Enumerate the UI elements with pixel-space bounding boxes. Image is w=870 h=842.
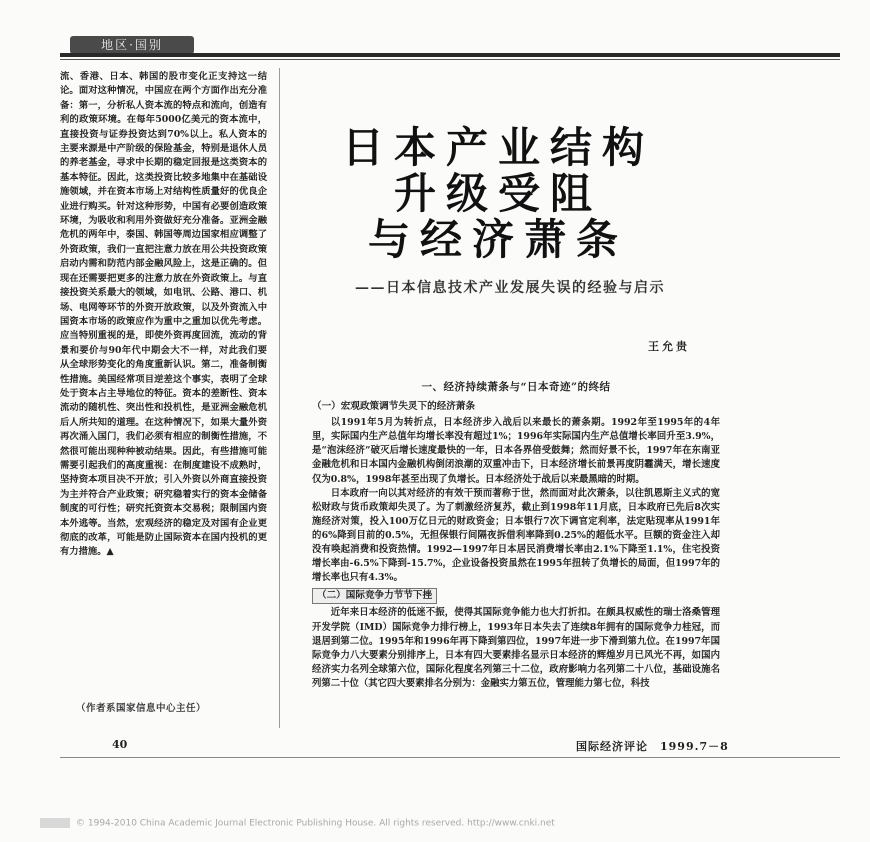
body-paragraph: 近年来日本经济的低迷不振，使得其国际竞争能力也大打折扣。在颇具权威性的瑞士洛桑管理开发学院（IMD）国际竞争力排行榜上，1993年日本失去了连续8年拥有的国际竞争力桂冠，而退居到第二位。1995年和1996年再下降到第四位，1997年进一步下滑到第九位。在1997年国际竞争力八大要素分别排序上，日本有四大要素排名显示日本经济的辉煌岁月已风光不再，如国内经济实力名列全球第六位，国际化程度名列第三十二位，政府影响力名列第二十八位，基础设施名列第二十位（其它四大要素排名分别为：金融实力第五位，管理能力第七位，科技 [312,607,720,689]
header-rule-thin [60,59,840,60]
section-tab: 地区·国别 [70,36,194,54]
copyright-notice [40,818,555,829]
cnki-logo-icon [40,818,70,828]
page-number: 40 [112,738,128,751]
article-body [312,380,720,691]
section-heading: 一、经济持续萧条与“日本奇迹”的终结 [421,381,611,393]
author-note: （作者系国家信息中心主任） [76,703,207,714]
left-column [60,70,267,560]
article-subtitle: ——日本信息技术产业发展失误的经验与启示 [355,280,665,296]
copyright-text: © 1994-2010 China Academic Journal Electronic Publishing House. All rights reserved. http://www.cnki.net [76,818,555,829]
title-line: 日本产业结构 [341,123,654,172]
title-line: 升级受阻 [393,169,602,218]
article-title [318,125,678,263]
footer-rule [60,757,840,758]
article-author: 王允贵 [648,340,690,353]
journal-info: 国际经济评论 1999.7－8 [576,740,729,753]
subsection-heading: （一）宏观政策调节失灵下的经济萧条 [312,401,476,413]
title-line: 与经济萧条 [367,215,628,264]
body-paragraph: 以1991年5月为转折点，日本经济步入战后以来最长的萧条期。1992年至1995年的4年里，实际国内生产总值年均增长率没有超过1%；1996年实际国内生产总值增长率回升至3.9%，是“泡沫经济”破灭后增长速度最快的一年，日本各界倍受鼓舞；然而好景不长，1997年在东南亚金融危机和日本国内金融机构倒闭浪潮的双重冲击下，日本经济增长前景再度阴霾满天，增长速度仅为0.8%，1998年甚至出现了负增长。日本经济处于战后以来最黑暗的时期。 [312,417,720,485]
body-paragraph: 日本政府一向以其对经济的有效干预而著称于世，然而面对此次萧条，以往凯恩斯主义式的宽松财政与货币政策却失灵了。为了刺激经济复苏，截止到1998年11月底，日本政府已先后8次实施经济对策，投入100万亿日元的财政资金；日本银行7次下调官定利率，法定贴现率从1991年的6%降到目前的0.5%，无担保银行间隔夜拆借利率降到0.25%的超低水平。巨额的资金注入却没有唤起消费和投资热情。1992—1997年日本居民消费增长率由2.1%下降至1.1%，住宅投资增长率由-6.5%下降到-15.7%，企业设备投资虽然在1995年扭转了负增长的局面，但1997年的增长率也只有4.3%。 [312,487,720,584]
left-column-paragraph: 流、香港、日本、韩国的股市变化正支持这一结论。面对这种情况，中国应在两个方面作出充分准备：第一，分析私人资本流的特点和流向，创造有利的政策环境。在每年5000亿美元的资本流中，直接投资与证券投资达到70%以上。私人资本的主要来源是中产阶级的保险基金，特别是退休人员的养老基金，寻求中长期的稳定回报是这类资本的基本特征。因此，这类投资比较多地集中在基础设施领域，并在资本市场上对结构性质量好的优良企业进行购买。针对这种形势，中国有必要创造政策环境，为吸收和利用外资做好充分准备。亚洲金融危机的两年中，泰国、韩国等周边国家相应调整了外资政策，我们一直把注意力放在用公共投资政策启动内需和防范内部金融风险上，这是正确的。但现在还需要把更多的注意力放在外资政策上。与直接投资关系最大的领域，如电讯、公路、港口、机场、电网等环节的外资开放政策，以及外资流入中国资本市场的政策应作为重中之重加以优先考虑。应当特别重视的是，即使外资再度回流，流动的背景和要价与90年代中期会大不一样，对此我们要从全球形势变化的角度重新认识。第二，准备制衡性措施。美国经常项目逆差这个事实，表明了全球处于资本占主导地位的特征。资本的差断性、资本流动的随机性、突出性和投机性，是亚洲金融危机后人所共知的道理。在这种情况下，如果大量外资再次涌入国门，我们必须有相应的制衡性措施，不然很可能出现种种被动结果。因此，有些措施可能需要引起我们的高度重视：在制度建设不成熟时，坚持资本项目决不开放；引入外资以外商直接投资为主并符合产业政策；研究稳着实行的资本金储备制度的可行性；研究托资资本交易税；限制国内资本外逃等。当然，宏观经济的稳定及对国有企业更彻底的改革，可能是防止国际资本在国内投机的更有力措施。▲ [60,71,267,558]
header-rule [60,53,840,57]
column-divider [279,68,280,728]
subsection-heading: （二）国际竞争力节节下挫 [312,588,437,604]
